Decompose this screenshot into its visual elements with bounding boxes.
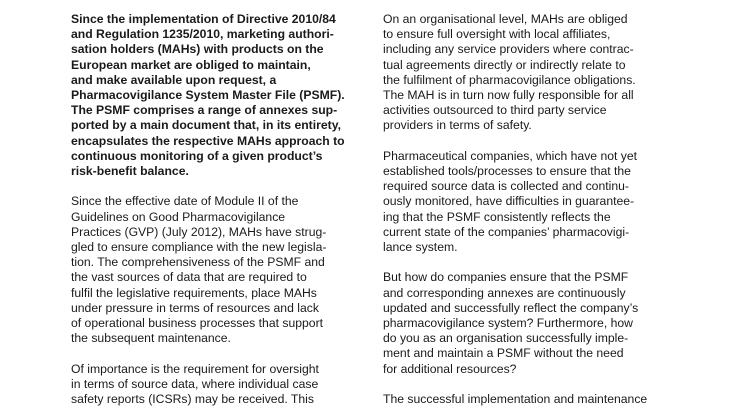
text-line: to ensure full oversight with local affiliates, (383, 27, 611, 42)
text-line: established tools/processes to ensure that the (383, 164, 631, 179)
text-line: ing that the PSMF consistently reflects the (383, 209, 611, 224)
text-line: The PSMF comprises a range of annexes sup- (71, 103, 338, 118)
text-line: required source data is collected and continu- (383, 179, 629, 194)
text-line: the fulfilment of pharmacovigilance obligations. (383, 72, 636, 87)
paragraph-gap (71, 179, 371, 194)
text-line: On an organisational level, MAHs are obliged (383, 12, 628, 26)
paragraph-gap (383, 255, 683, 270)
right-column (383, 12, 683, 407)
paragraph-gap (383, 134, 683, 149)
body-paragraph (383, 270, 683, 376)
text-line: fulfil the legislative requirements, place MAHs (71, 285, 317, 300)
text-line: European market are obliged to maintain, (71, 57, 311, 72)
text-line: The MAH is in turn now fully responsible for all (383, 88, 634, 103)
body-paragraph (71, 194, 371, 346)
text-line: The successful implementation and maintenance (383, 392, 648, 407)
text-line: continuous monitoring of a given product’s (71, 148, 323, 163)
text-line: lance system. (383, 240, 458, 255)
text-line: the subsequent maintenance. (71, 331, 231, 346)
text-line: gled to ensure compliance with the new legisla- (71, 240, 327, 255)
text-line: safety reports (ICSRs) may be received. This (71, 392, 314, 407)
text-line: Practices (GVP) (July 2012), MAHs have strug- (71, 224, 327, 239)
text-line: and make available upon request, a (71, 72, 277, 87)
text-line: under pressure in terms of resources and lack (71, 300, 319, 315)
intro-paragraph (71, 12, 371, 179)
text-line: updated and successfully reflect the company’s (383, 300, 639, 315)
text-line: do you as an organisation successfully imple- (383, 331, 629, 346)
text-line: and corresponding annexes are continuously (383, 285, 626, 300)
text-line: ported by a main document that, in its entirety, (71, 118, 341, 133)
body-paragraph (383, 12, 683, 134)
body-paragraph (71, 362, 371, 408)
paragraph-gap (383, 377, 683, 392)
text-line: Since the effective date of Module II of the (71, 194, 299, 209)
text-line: Pharmacovigilance System Master File (PSMF). (71, 88, 345, 103)
text-line: But how do companies ensure that the PSMF (383, 270, 629, 285)
text-line: risk-benefit balance. (71, 164, 189, 179)
text-line: the vast sources of data that are required to (71, 270, 307, 285)
text-line: Pharmaceutical companies, which have not yet (383, 148, 638, 163)
text-line: tion. The comprehensiveness of the PSMF and (71, 255, 325, 270)
text-line: of operational business processes that support (71, 316, 324, 331)
text-line: and Regulation 1235/2010, marketing authori- (71, 27, 334, 42)
left-column (71, 12, 371, 407)
text-line: current state of the companies’ pharmacovigi- (383, 224, 630, 239)
text-line: activities outsourced to third party service (383, 103, 607, 118)
paragraph-gap (71, 346, 371, 361)
text-line: in terms of source data, where individual case (71, 376, 319, 391)
text-line: Since the implementation of Directive 2010/84 (71, 12, 336, 26)
text-line: ment and maintain a PSMF without the need (383, 346, 624, 361)
text-line: providers in terms of safety. (383, 118, 532, 133)
text-line: Of importance is the requirement for oversight (71, 361, 319, 376)
text-line: Guidelines on Good Pharmacovigilance (71, 209, 286, 224)
text-line: sation holders (MAHs) with products on the (71, 42, 324, 57)
text-line: including any service providers where contrac- (383, 42, 634, 57)
text-line: encapsulates the respective MAHs approach to (71, 133, 345, 148)
text-line: pharmacovigilance system? Furthermore, how (383, 316, 633, 331)
body-paragraph (383, 149, 683, 255)
text-line: ously monitored, have difficulties in guarantee- (383, 194, 635, 209)
text-line: for additional resources? (383, 361, 517, 376)
body-paragraph (383, 392, 683, 407)
text-line: tual agreements directly or indirectly relate to (383, 57, 626, 72)
